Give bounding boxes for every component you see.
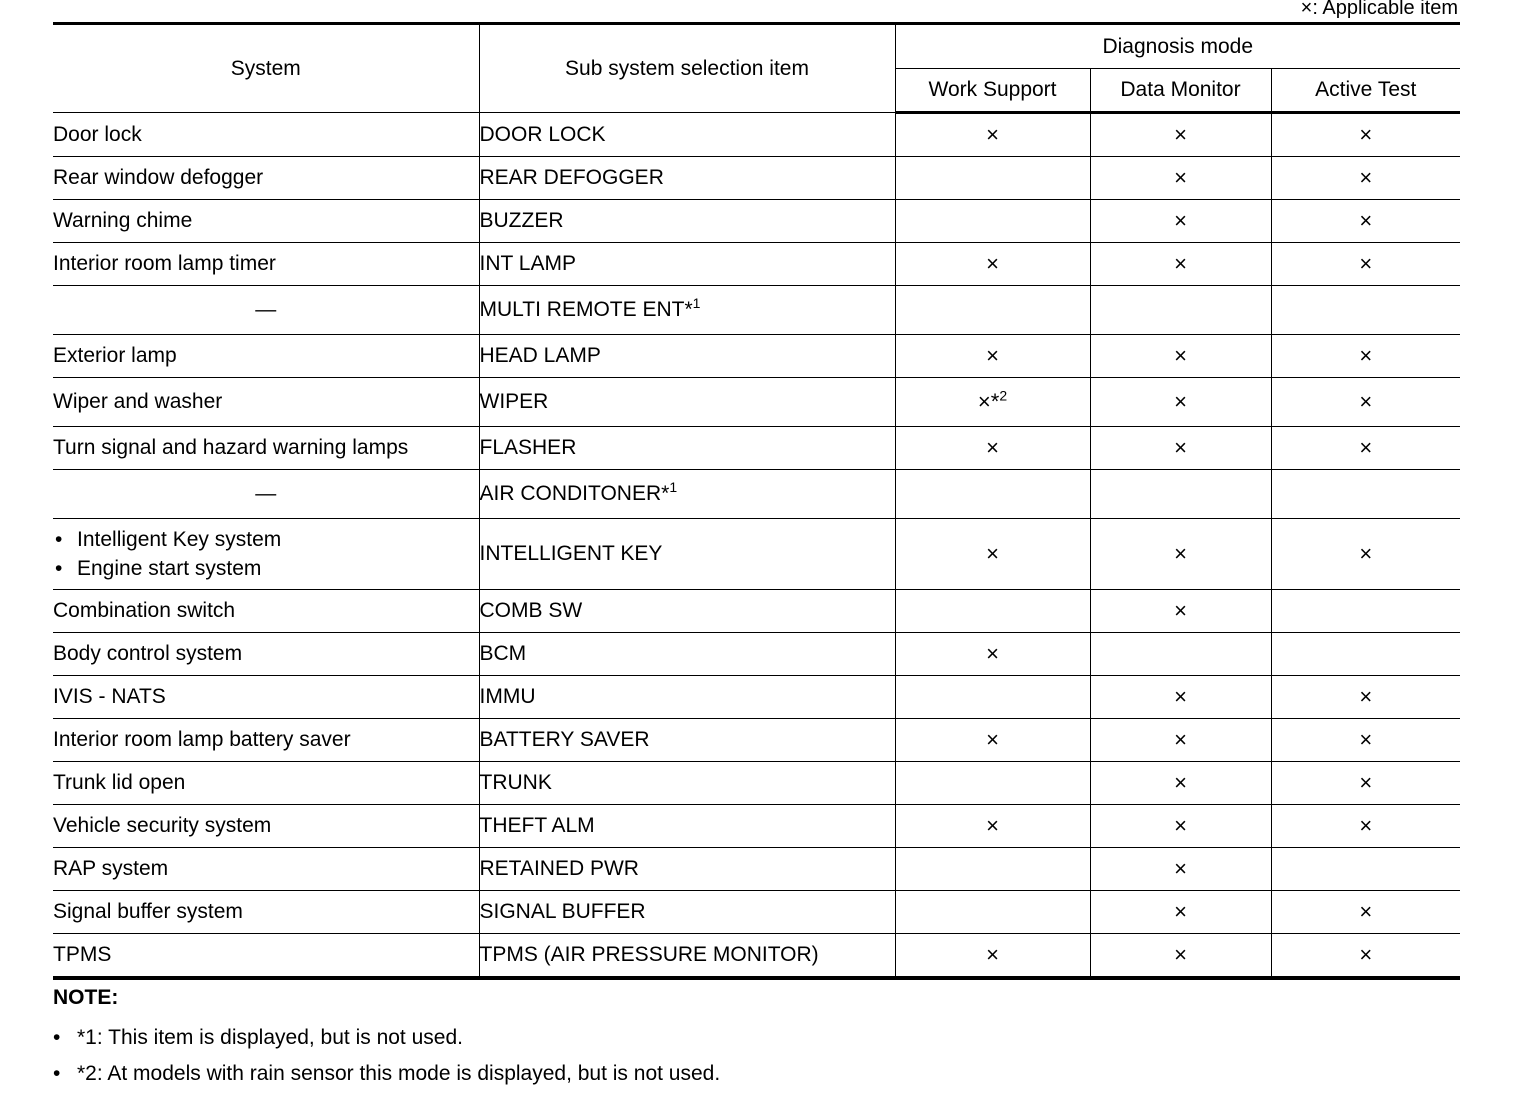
applicable-mark: × [1174,208,1187,233]
active-test-cell [1271,676,1460,719]
system-cell: Body control system [53,633,479,676]
table-row [53,335,1460,378]
sub-system-label: WIPER [479,390,549,413]
sub-system-column-header: Sub system selection item [479,24,895,113]
work-support-cell [895,719,1090,762]
table-row [53,243,1460,286]
data-monitor-cell [1090,805,1271,848]
sub-system-cell [479,719,895,762]
sub-system-cell [479,891,895,934]
sub-system-label: IMMU [479,685,536,708]
note-text: *2: At models with rain sensor this mode is displayed, but is not used. [77,1062,721,1085]
active-test-column-header: Active Test [1271,69,1460,113]
work-support-cell [895,519,1090,590]
work-support-cell [895,633,1090,676]
sub-system-cell [479,113,895,157]
sub-system-cell [479,633,895,676]
data-monitor-cell [1090,848,1271,891]
work-support-cell [895,243,1090,286]
sub-system-label: BATTERY SAVER [479,728,650,751]
system-cell: RAP system [53,848,479,891]
table-row [53,470,1460,519]
applicable-mark: × [1174,727,1187,752]
work-support-cell [895,113,1090,157]
bullet-icon: • [53,1062,61,1085]
work-support-cell [895,762,1090,805]
system-cell: Vehicle security system [53,805,479,848]
active-test-cell [1271,848,1460,891]
sub-system-label: MULTI REMOTE ENT* [479,298,693,321]
system-cell: — [53,470,479,519]
sub-system-label: THEFT ALM [479,814,595,837]
system-cell: Signal buffer system [53,891,479,934]
applicable-mark: × [1359,208,1373,233]
work-support-cell [895,470,1090,519]
sub-system-cell [479,762,895,805]
system-cell: Trunk lid open [53,762,479,805]
sub-system-label: HEAD LAMP [479,344,601,367]
data-monitor-cell [1090,891,1271,934]
system-cell: Door lock [53,113,479,157]
applicable-mark: × [1359,684,1373,709]
data-monitor-cell [1090,157,1271,200]
sub-system-label: BCM [479,642,527,665]
sub-system-cell [479,848,895,891]
note-item [53,1056,720,1092]
applicable-mark: × [1359,165,1373,190]
applicable-mark: × [986,251,999,276]
notes-section [53,986,720,1092]
sub-system-label: INT LAMP [479,252,576,275]
table-row [53,157,1460,200]
system-cell: Combination switch [53,590,479,633]
applicable-mark: × [1359,541,1373,566]
applicable-mark: × [1174,122,1187,147]
system-cell: IVIS - NATS [53,676,479,719]
data-monitor-cell [1090,378,1271,427]
sub-system-label: FLASHER [479,436,577,459]
sub-system-label: COMB SW [479,599,583,622]
active-test-cell [1271,335,1460,378]
sub-system-cell [479,590,895,633]
table-row [53,519,1460,590]
system-cell: Rear window defogger [53,157,479,200]
applicable-mark: × [1359,813,1373,838]
active-test-cell [1271,762,1460,805]
table-row [53,891,1460,934]
note-text: *1: This item is displayed, but is not used. [77,1026,463,1049]
system-column-header: System [230,56,301,80]
data-monitor-cell [1090,427,1271,470]
work-support-cell [895,934,1090,979]
table-row [53,378,1460,427]
sub-system-label: RETAINED PWR [479,857,639,880]
sub-system-label: TRUNK [479,771,552,794]
active-test-cell [1271,519,1460,590]
applicable-mark: × [1174,813,1187,838]
data-monitor-cell [1090,286,1271,335]
applicable-mark: × [1174,541,1187,566]
applicable-mark: × [1359,389,1373,414]
data-monitor-cell [1090,719,1271,762]
active-test-cell [1271,427,1460,470]
data-monitor-cell [1090,590,1271,633]
table-row [53,934,1460,979]
applicable-mark: × [1174,856,1187,881]
system-list [53,525,479,583]
system-cell: Exterior lamp [53,335,479,378]
table-row [53,848,1460,891]
applicable-mark: × [1174,165,1187,190]
applicable-mark: × [986,813,999,838]
sub-system-cell [479,200,895,243]
data-monitor-cell [1090,113,1271,157]
applicable-mark: × [1174,598,1187,623]
system-cell: Wiper and washer [53,378,479,427]
sub-system-cell [479,427,895,470]
applicable-mark: × [1174,389,1187,414]
work-support-cell [895,848,1090,891]
sub-system-label: BUZZER [479,209,564,232]
table-row [53,427,1460,470]
active-test-cell [1271,157,1460,200]
system-cell [53,519,479,590]
applicable-mark: × [986,641,999,666]
applicable-mark: × [1174,899,1187,924]
applicable-mark: × [1359,770,1373,795]
applicable-mark: × [986,727,999,752]
active-test-cell [1271,891,1460,934]
active-test-cell [1271,590,1460,633]
work-support-cell [895,590,1090,633]
system-list-item: • Intelligent Key system [53,525,479,554]
table-row [53,200,1460,243]
work-support-cell [895,676,1090,719]
sub-system-cell [479,157,895,200]
work-support-cell [895,335,1090,378]
data-monitor-cell [1090,200,1271,243]
applicable-mark: × [1174,770,1187,795]
applicable-mark: ×* [977,389,1000,414]
footnote-marker: 1 [669,479,678,495]
data-monitor-cell [1090,470,1271,519]
system-cell: Interior room lamp timer [53,243,479,286]
active-test-cell [1271,243,1460,286]
work-support-cell [895,286,1090,335]
work-support-cell [895,378,1090,427]
sub-system-cell [479,934,895,979]
diagnosis-mode-table [53,22,1460,980]
table-row [53,805,1460,848]
sub-system-label: INTELLIGENT KEY [479,542,663,565]
footnote-marker: 1 [692,295,701,311]
applicable-mark: × [1359,343,1373,368]
sub-system-cell [479,243,895,286]
system-cell: Turn signal and hazard warning lamps [53,427,479,470]
applicable-mark: × [1174,343,1187,368]
work-support-cell [895,805,1090,848]
table-row [53,113,1460,157]
work-support-cell [895,891,1090,934]
applicable-mark: × [986,435,999,460]
work-support-cell [895,200,1090,243]
applicable-mark: × [1174,684,1187,709]
active-test-cell [1271,719,1460,762]
applicable-mark: × [1174,435,1187,460]
data-monitor-cell [1090,243,1271,286]
sub-system-cell [479,805,895,848]
sub-system-cell [479,676,895,719]
applicable-mark: × [1359,435,1373,460]
data-monitor-cell [1090,676,1271,719]
active-test-cell [1271,470,1460,519]
notes-title: NOTE: [53,986,119,1009]
applicable-mark: × [1359,122,1373,147]
table-row [53,762,1460,805]
sub-system-label: REAR DEFOGGER [479,166,664,189]
data-monitor-column-header: Data Monitor [1090,69,1271,113]
applicable-mark: × [1359,251,1373,276]
system-cell: — [53,286,479,335]
applicable-mark: × [986,541,999,566]
active-test-cell [1271,286,1460,335]
sub-system-cell [479,519,895,590]
active-test-cell [1271,378,1460,427]
table-row [53,590,1460,633]
note-item [53,1020,720,1056]
applicable-mark: × [986,122,999,147]
table-row [53,676,1460,719]
data-monitor-cell [1090,335,1271,378]
applicable-mark: × [1359,727,1373,752]
active-test-cell [1271,633,1460,676]
table-body [53,113,1460,979]
active-test-cell [1271,934,1460,979]
active-test-cell [1271,805,1460,848]
system-cell: Interior room lamp battery saver [53,719,479,762]
applicable-mark: × [986,343,999,368]
applicable-mark: × [1359,899,1373,924]
sub-system-cell [479,335,895,378]
sub-system-label: SIGNAL BUFFER [479,900,646,923]
work-support-cell [895,157,1090,200]
active-test-cell [1271,113,1460,157]
system-cell: TPMS [53,934,479,979]
diagnosis-mode-header: Diagnosis mode [895,24,1460,69]
table-row [53,633,1460,676]
applicable-mark: × [1174,942,1187,967]
sub-system-cell [479,286,895,335]
active-test-cell [1271,200,1460,243]
applicable-mark: × [1359,942,1373,967]
system-list-item: • Engine start system [53,554,479,583]
sub-system-label: AIR CONDITONER* [479,482,670,505]
system-cell: Warning chime [53,200,479,243]
table-row [53,286,1460,335]
sub-system-cell [479,470,895,519]
bullet-icon: • [53,1026,61,1049]
footnote-marker: 2 [999,387,1008,404]
data-monitor-cell [1090,519,1271,590]
sub-system-label: DOOR LOCK [479,122,606,146]
applicable-item-legend: ×: Applicable item [1300,0,1458,19]
work-support-column-header: Work Support [895,69,1090,113]
applicable-mark: × [1174,251,1187,276]
sub-system-cell [479,378,895,427]
data-monitor-cell [1090,633,1271,676]
data-monitor-cell [1090,934,1271,979]
table-row [53,719,1460,762]
data-monitor-cell [1090,762,1271,805]
sub-system-label: TPMS (AIR PRESSURE MONITOR) [479,943,819,966]
applicable-mark: × [986,942,999,967]
work-support-cell [895,427,1090,470]
